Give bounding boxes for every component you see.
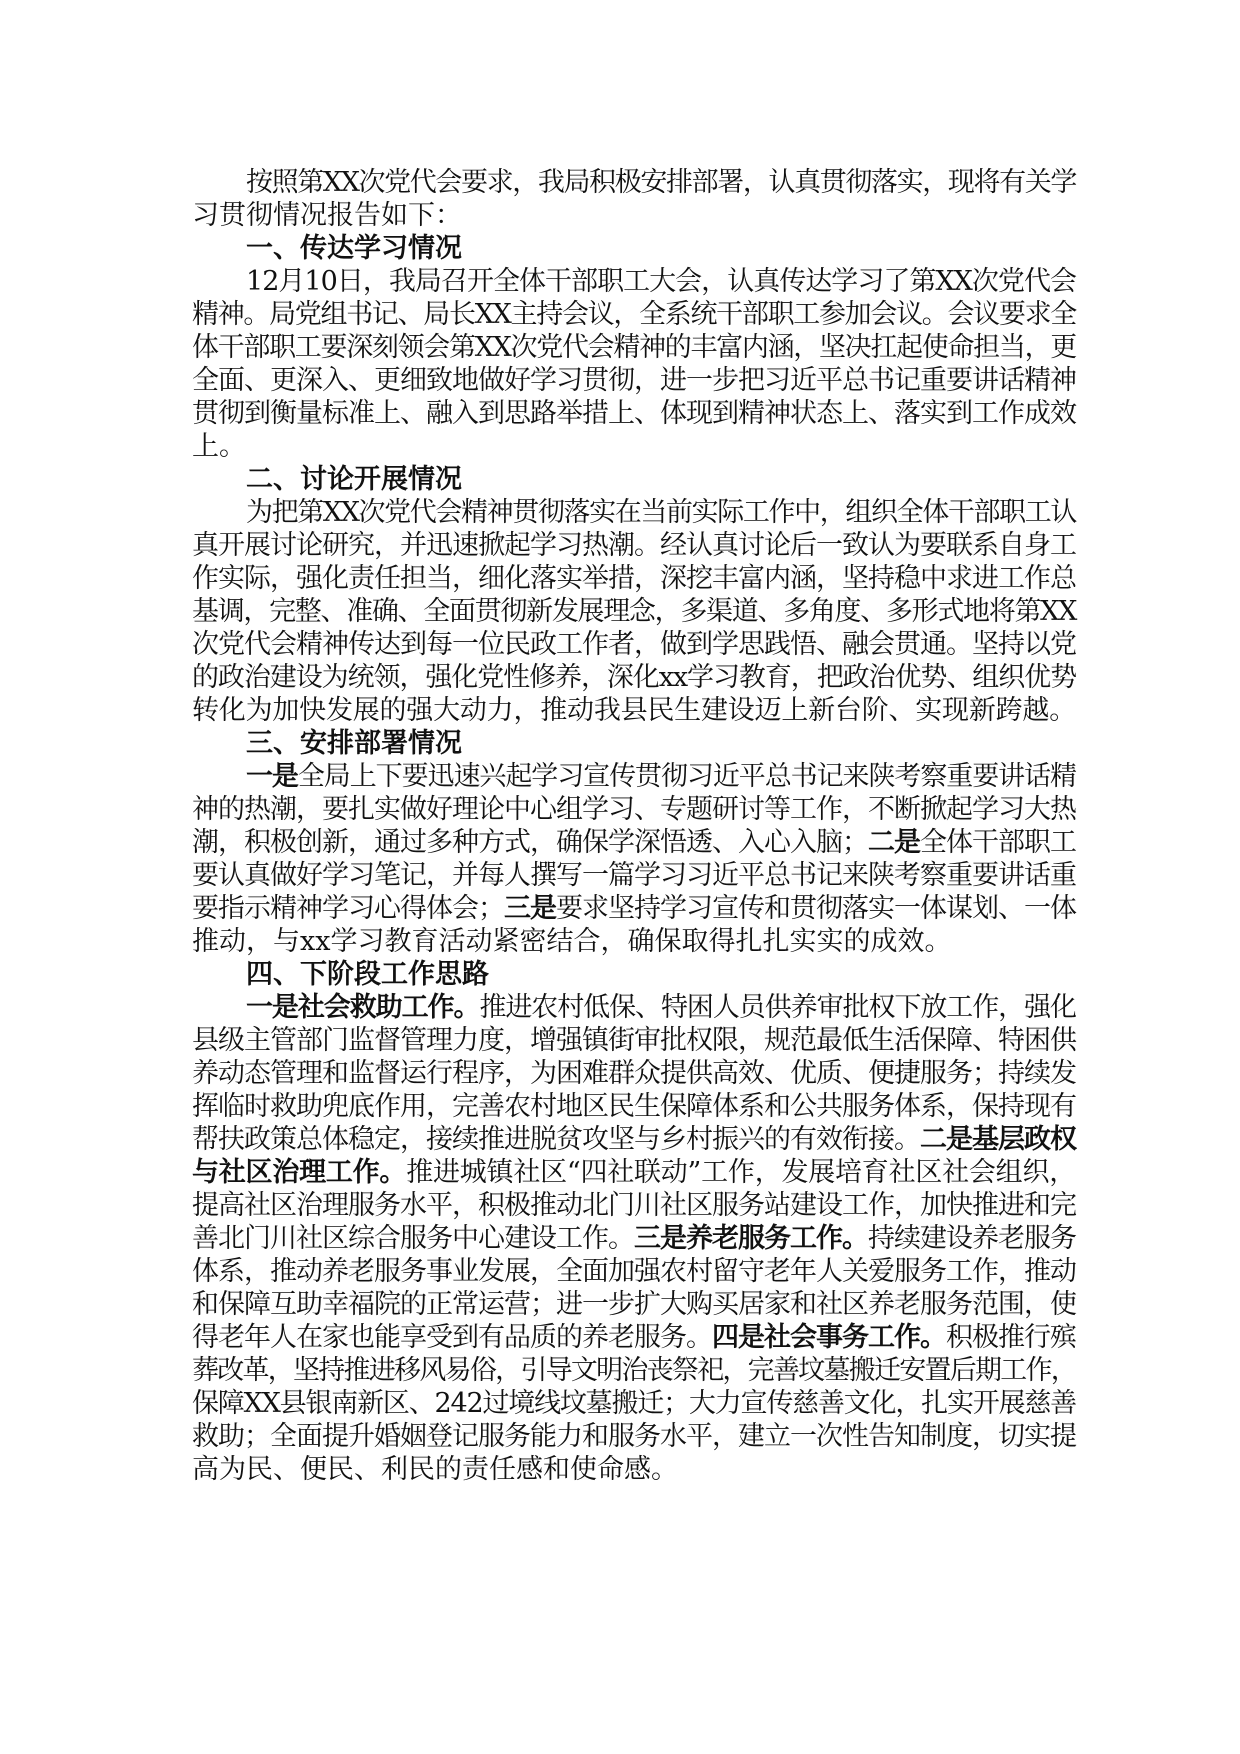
text-line bbox=[192, 232, 1076, 265]
text-run: 推进农村低保、特困人员供养审批权下放工作，强化 bbox=[479, 992, 1076, 1023]
text-run: 推进城镇社区“四社联动”工作，发展培育社区社会组织， bbox=[406, 1157, 1077, 1188]
text-run: 持续建设养老服务 bbox=[868, 1223, 1076, 1254]
text-run: 作实际，强化责任担当，细化落实举措，深挖丰富内涵，坚持稳中求进工作总 bbox=[192, 563, 1076, 594]
text-line bbox=[192, 628, 1076, 661]
text-line bbox=[192, 661, 1076, 694]
text-run: 神的热潮，要扎实做好理论中心组学习、专题研讨等工作，不断掀起学习大热 bbox=[192, 794, 1076, 825]
text-run: 善北门川社区综合服务中心建设工作。 bbox=[192, 1223, 634, 1254]
text-run: 要指示精神学习心得体会； bbox=[192, 893, 504, 924]
text-line bbox=[192, 265, 1076, 298]
text-line bbox=[192, 595, 1076, 628]
text-run: 挥临时救助兜底作用，完善农村地区民生保障体系和公共服务体系，保持现有 bbox=[192, 1091, 1076, 1122]
text-run: 救助；全面提升婚姻登记服务能力和服务水平，建立一次性告知制度，切实提 bbox=[192, 1421, 1076, 1452]
text-line bbox=[192, 298, 1076, 331]
section-heading bbox=[192, 727, 1076, 760]
text-line bbox=[192, 1420, 1076, 1453]
text-run: 基调，完整、准确、全面贯彻新发展理念，多渠道、多角度、多形式地将第XX bbox=[192, 596, 1076, 627]
text-line bbox=[192, 1057, 1076, 1090]
text-run: 精神。局党组书记、局长XX主持会议，全系统干部职工参加会议。会议要求全 bbox=[192, 299, 1076, 330]
document-body bbox=[192, 166, 1076, 1486]
text-run: 潮，积极创新，通过多种方式，确保学深悟透、入心入脑； bbox=[192, 827, 868, 858]
paragraph bbox=[192, 991, 1076, 1486]
text-run: 按照第XX次党代会要求，我局积极安排部署，认真贯彻落实，现将有关学 bbox=[246, 167, 1076, 198]
paragraph bbox=[192, 760, 1076, 958]
text-line bbox=[192, 1387, 1076, 1420]
text-line bbox=[192, 430, 1076, 463]
text-run: 要认真做好学习笔记，并每人撰写一篇学习习近平总书记来陕考察重要讲话重 bbox=[192, 860, 1076, 891]
text-run: 四、下阶段工作思路 bbox=[246, 959, 489, 990]
text-line bbox=[192, 793, 1076, 826]
text-line bbox=[192, 892, 1076, 925]
text-run: 次党代会精神传达到每一位民政工作者，做到学思践悟、融会贯通。坚持以党 bbox=[192, 629, 1076, 660]
text-line bbox=[192, 496, 1076, 529]
text-run: 的政治建设为统领，强化党性修养，深化xx学习教育，把政治优势、组织优势 bbox=[192, 662, 1076, 693]
text-line bbox=[192, 562, 1076, 595]
paragraph bbox=[192, 496, 1076, 727]
text-line bbox=[192, 991, 1076, 1024]
text-line bbox=[192, 760, 1076, 793]
text-line bbox=[192, 1255, 1076, 1288]
bold-lead-text: 与社区治理工作。 bbox=[192, 1157, 407, 1188]
text-run: 真开展讨论研究，并迅速掀起学习热潮。经认真讨论后一致认为要联系自身工 bbox=[192, 530, 1076, 561]
text-line bbox=[192, 1123, 1076, 1156]
bold-lead-text: 三是 bbox=[504, 893, 556, 924]
text-run: 二、讨论开展情况 bbox=[246, 464, 462, 495]
section-heading bbox=[192, 232, 1076, 265]
text-line bbox=[192, 826, 1076, 859]
text-line bbox=[192, 364, 1076, 397]
text-run: 体系，推动养老服务事业发展，全面加强农村留守老年人关爱服务工作，推动 bbox=[192, 1256, 1076, 1287]
text-line bbox=[192, 1354, 1076, 1387]
text-line bbox=[192, 1156, 1076, 1189]
text-run: 全局上下要迅速兴起学习宣传贯彻习近平总书记来陕考察重要讲话精 bbox=[297, 761, 1076, 792]
bold-lead-text: 一是 bbox=[246, 761, 298, 792]
text-line bbox=[192, 859, 1076, 892]
section-heading bbox=[192, 463, 1076, 496]
text-line bbox=[192, 1321, 1076, 1354]
text-line bbox=[192, 925, 1076, 958]
text-line bbox=[192, 397, 1076, 430]
text-run: 高为民、便民、利民的责任感和使命感。 bbox=[192, 1454, 678, 1485]
text-run: 保障XX县银南新区、242过境线坟墓搬迁；大力宣传慈善文化，扎实开展慈善 bbox=[192, 1388, 1076, 1419]
text-run: 全面、更深入、更细致地做好学习贯彻，进一步把习近平总书记重要讲话精神 bbox=[192, 365, 1076, 396]
text-line bbox=[192, 1222, 1076, 1255]
text-run: 帮扶政策总体稳定，接续推进脱贫攻坚与乡村振兴的有效衔接。 bbox=[192, 1124, 920, 1155]
text-run: 三、安排部署情况 bbox=[246, 728, 462, 759]
text-run: 县级主管部门监督管理力度，增强镇街审批权限，规范最低生活保障、特困供 bbox=[192, 1025, 1076, 1056]
text-line bbox=[192, 958, 1076, 991]
text-run: 上。 bbox=[192, 431, 246, 462]
text-line bbox=[192, 463, 1076, 496]
text-run: 养动态管理和监督运行程序，为困难群众提供高效、优质、便捷服务；持续发 bbox=[192, 1058, 1076, 1089]
text-line bbox=[192, 1453, 1076, 1486]
text-line bbox=[192, 727, 1076, 760]
bold-lead-text: 一是社会救助工作。 bbox=[246, 992, 480, 1023]
text-run: 习贯彻情况报告如下： bbox=[192, 200, 462, 231]
text-line bbox=[192, 1189, 1076, 1222]
text-line bbox=[192, 166, 1076, 199]
bold-lead-text: 三是养老服务工作。 bbox=[634, 1223, 868, 1254]
text-run: 为把第XX次党代会精神贯彻落实在当前实际工作中，组织全体干部职工认 bbox=[246, 497, 1076, 528]
text-run: 一、传达学习情况 bbox=[246, 233, 462, 264]
text-run: 贯彻到衡量标准上、融入到思路举措上、体现到精神状态上、落实到工作成效 bbox=[192, 398, 1076, 429]
text-run: 积极推行殡 bbox=[946, 1322, 1076, 1353]
text-run: 要求坚持学习宣传和贯彻落实一体谋划、一体 bbox=[556, 893, 1076, 924]
bold-lead-text: 四是社会事务工作。 bbox=[712, 1322, 946, 1353]
text-line bbox=[192, 1090, 1076, 1123]
text-line bbox=[192, 1024, 1076, 1057]
text-run: 和保障互助幸福院的正常运营；进一步扩大购买居家和社区养老服务范围，使 bbox=[192, 1289, 1076, 1320]
text-line bbox=[192, 694, 1076, 727]
text-line bbox=[192, 529, 1076, 562]
section-heading bbox=[192, 958, 1076, 991]
paragraph bbox=[192, 265, 1076, 463]
text-run: 葬改革，坚持推进移风易俗，引导文明治丧祭祀，完善坟墓搬迁安置后期工作， bbox=[192, 1355, 1076, 1386]
paragraph bbox=[192, 166, 1076, 232]
bold-lead-text: 二是 bbox=[868, 827, 920, 858]
text-run: 全体干部职工 bbox=[920, 827, 1076, 858]
text-run: 提高社区治理服务水平，积极推动北门川社区服务站建设工作，加快推进和完 bbox=[192, 1190, 1076, 1221]
text-line bbox=[192, 199, 1076, 232]
text-run: 体干部职工要深刻领会第XX次党代会精神的丰富内涵，坚决扛起使命担当，更 bbox=[192, 332, 1076, 363]
text-run: 得老年人在家也能享受到有品质的养老服务。 bbox=[192, 1322, 712, 1353]
bold-lead-text: 二是基层政权 bbox=[920, 1124, 1076, 1155]
text-run: 12月10日，我局召开全体干部职工大会，认真传达学习了第XX次党代会 bbox=[246, 266, 1076, 297]
text-run: 转化为加快发展的强大动力，推动我县民生建设迈上新台阶、实现新跨越。 bbox=[192, 695, 1076, 726]
text-run: 推动，与xx学习教育活动紧密结合，确保取得扎扎实实的成效。 bbox=[192, 926, 952, 957]
text-line bbox=[192, 331, 1076, 364]
text-line bbox=[192, 1288, 1076, 1321]
